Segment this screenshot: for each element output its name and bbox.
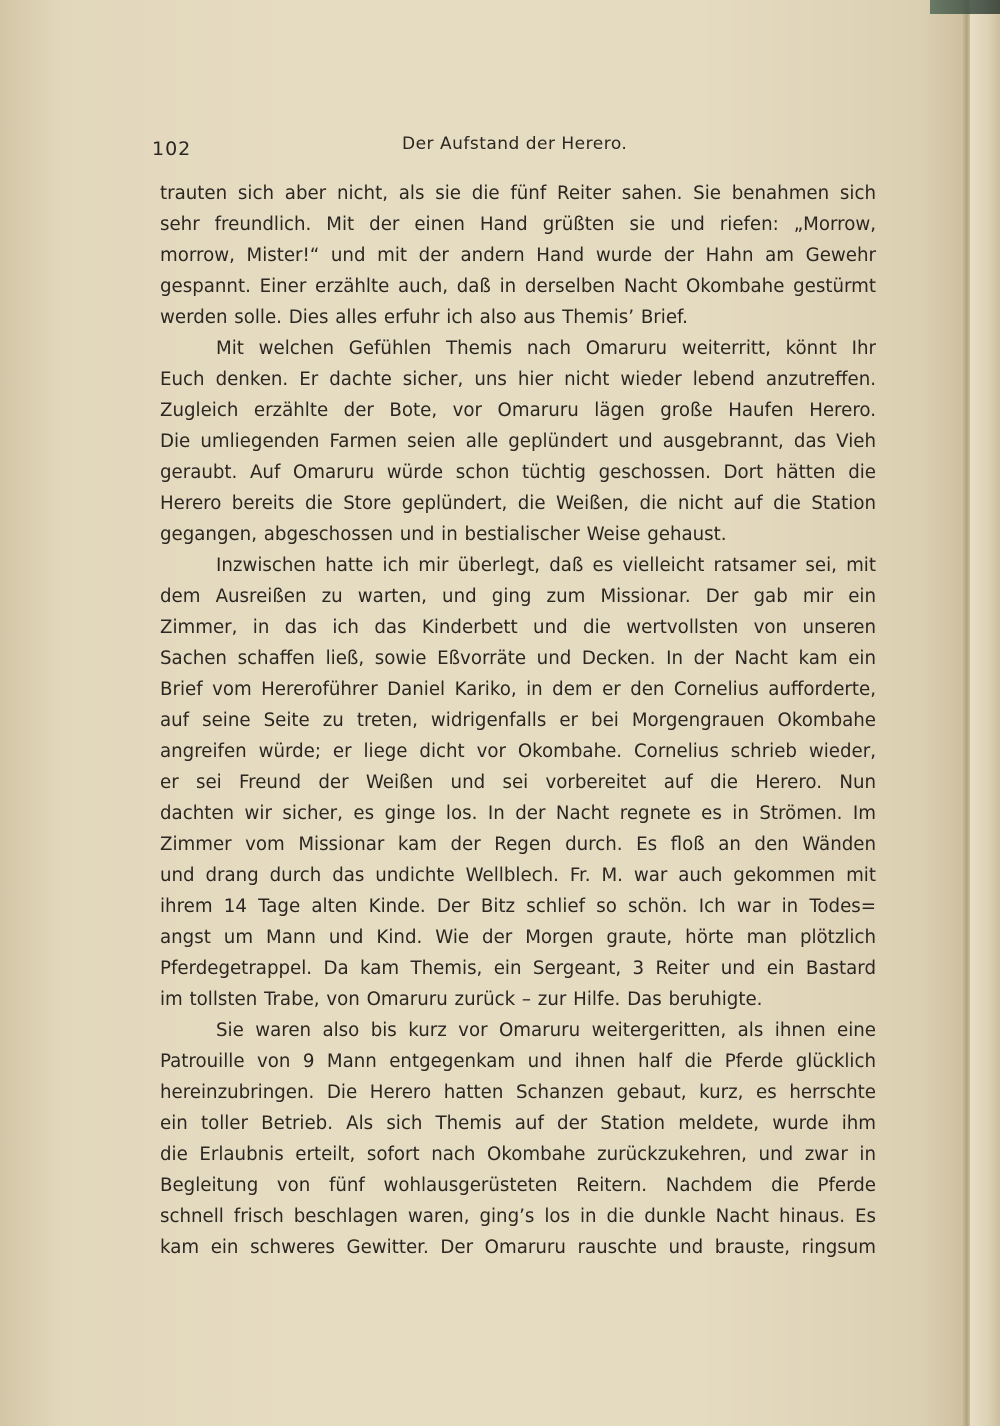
text-line: trauten sich aber nicht, als sie die fünf Reiter sahen. Sie benahmen sich	[160, 183, 876, 204]
body-text	[160, 178, 876, 1263]
text-line: Inzwischen hatte ich mir überlegt, daß es vielleicht ratsamer sei, mit	[216, 555, 876, 576]
text-line: dem Ausreißen zu warten, und ging zum Missionar. Der gab mir ein	[160, 586, 876, 607]
text-line: Begleitung von fünf wohlausgerüsteten Reitern. Nachdem die Pferde	[160, 1175, 876, 1196]
text-line: auf seine Seite zu treten, widrigenfalls er bei Morgengrauen Okombahe	[160, 710, 876, 731]
running-title: Der Aufstand der Herero.	[402, 134, 628, 154]
text-line: Pferdegetrappel. Da kam Themis, ein Sergeant, 3 Reiter und ein Bastard	[160, 958, 876, 979]
text-line: ihrem 14 Tage alten Kinde. Der Bitz schlief so schön. Ich war in Todes=	[160, 896, 876, 917]
text-line: Die umliegenden Farmen seien alle geplündert und ausgebrannt, das Vieh	[160, 431, 876, 452]
text-line: er sei Freund der Weißen und sei vorbereitet auf die Herero. Nun	[160, 772, 876, 793]
text-line: Zugleich erzählte der Bote, vor Omaruru lägen große Haufen Herero.	[160, 400, 876, 421]
text-line: Euch denken. Er dachte sicher, uns hier nicht wieder lebend anzutreffen.	[160, 369, 876, 390]
text-line: morrow, Mister!“ und mit der andern Hand wurde der Hahn am Gewehr	[160, 245, 876, 266]
text-line: dachten wir sicher, es ginge los. In der Nacht regnete es in Strömen. Im	[160, 803, 876, 824]
text-line: Zimmer vom Missionar kam der Regen durch. Es floß an den Wänden	[160, 834, 876, 855]
text-line: angreifen würde; er liege dicht vor Okombahe. Cornelius schrieb wieder,	[160, 741, 876, 762]
text-line: hereinzubringen. Die Herero hatten Schanzen gebaut, kurz, es herrschte	[160, 1082, 876, 1103]
text-line: schnell frisch beschlagen waren, ging’s los in die dunkle Nacht hinaus. Es	[160, 1206, 876, 1227]
text-line: werden solle. Dies alles erfuhr ich also aus Themis’ Brief.	[160, 307, 688, 328]
text-line: Patrouille von 9 Mann entgegenkam und ihnen half die Pferde glücklich	[160, 1051, 876, 1072]
text-line: kam ein schweres Gewitter. Der Omaruru rauschte und brauste, ringsum	[160, 1237, 876, 1258]
text-line: gespannt. Einer erzählte auch, daß in derselben Nacht Okombahe gestürmt	[160, 276, 876, 297]
text-line: Brief vom Hereroführer Daniel Kariko, in dem er den Cornelius aufforderte,	[160, 679, 876, 700]
text-line: geraubt. Auf Omaruru würde schon tüchtig geschossen. Dort hätten die	[160, 462, 876, 483]
text-line: Herero bereits die Store geplündert, die Weißen, die nicht auf die Station	[160, 493, 876, 514]
text-line: gegangen, abgeschossen und in bestialischer Weise gehaust.	[160, 524, 727, 545]
text-line: die Erlaubnis erteilt, sofort nach Okombahe zurückzukehren, und zwar in	[160, 1144, 876, 1165]
text-line: Sie waren also bis kurz vor Omaruru weitergeritten, als ihnen eine	[216, 1020, 876, 1041]
text-line: Zimmer, in das ich das Kinderbett und die wertvollsten von unseren	[160, 617, 876, 638]
text-line: ein toller Betrieb. Als sich Themis auf der Station meldete, wurde ihm	[160, 1113, 876, 1134]
text-line: im tollsten Trabe, von Omaruru zurück – zur Hilfe. Das beruhigte.	[160, 989, 763, 1010]
text-line: Sachen schaffen ließ, sowie Eßvorräte und Decken. In der Nacht kam ein	[160, 648, 876, 669]
text-line: und drang durch das undichte Wellblech. Fr. M. war auch gekommen mit	[160, 865, 876, 886]
page-number: 102	[152, 138, 192, 160]
text-line: angst um Mann und Kind. Wie der Morgen graute, hörte man plötzlich	[160, 927, 876, 948]
text-line: Mit welchen Gefühlen Themis nach Omaruru weiterritt, könnt Ihr	[216, 338, 876, 359]
text-line: sehr freundlich. Mit der einen Hand grüßten sie und riefen: „Morrow,	[160, 214, 876, 235]
